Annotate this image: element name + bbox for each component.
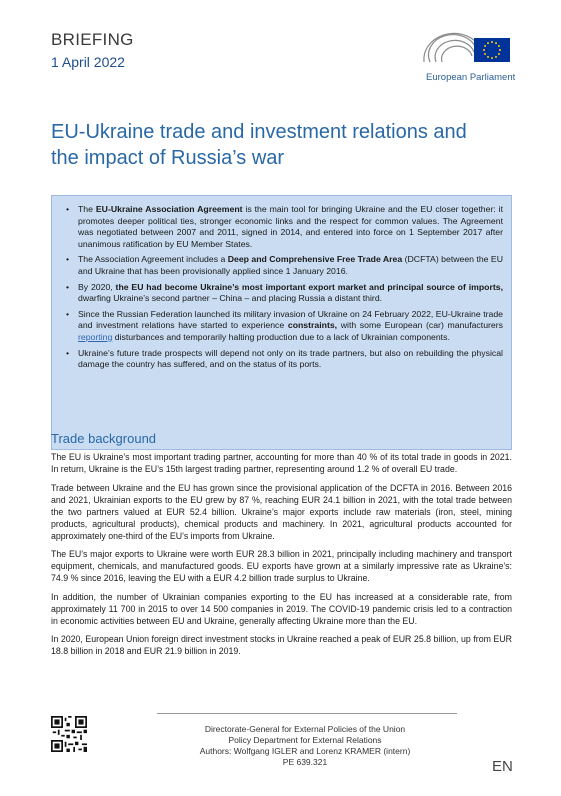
summary-item	[66, 309, 503, 344]
paragraph: Trade between Ukraine and the EU has grown since the provisional application of the DCFTA in 2016. Between 2016 and 2021, Ukrainian exports to the EU grew by 87 %, reaching EUR 24.1 billion in 2021, with the total trade between the two partners valued at EUR 52.4 billion. Ukraine’s major exports include raw materials (iron, steel, mining products, agricultural products), chemical products and machinery. In 2021, agricultural products accounted for approximately one-third of the EU’s imports from Ukraine.	[51, 482, 512, 541]
star-icon	[484, 45, 486, 47]
summary-emphasis: Deep and Comprehensive Free Trade Area	[227, 254, 403, 265]
summary-list	[66, 204, 503, 371]
footer-credits	[155, 724, 455, 768]
page-title: EU-Ukraine trade and investment relations and the impact of Russia’s war	[51, 121, 467, 169]
paragraph: The EU is Ukraine’s most important trading partner, accounting for more than 40 % of its total trade in goods in 2021. In return, Ukraine is the EU’s 15th largest trading partner, representing around 1.2 % of overall EU trade.	[51, 452, 512, 474]
star-icon	[498, 53, 500, 55]
summary-text: The	[78, 204, 96, 214]
footer-reference: PE 639.321	[282, 757, 328, 767]
star-icon	[495, 56, 497, 58]
star-icon	[495, 42, 497, 44]
summary-text: dwarfing Ukraine’s second partner – China – and placing Russia a distant third.	[78, 293, 383, 304]
section-heading: Trade background	[51, 431, 157, 446]
language-code: EN	[492, 758, 513, 775]
doc-type-label: BRIEFING	[51, 30, 134, 49]
star-icon	[487, 56, 489, 58]
publication-date: 1 April 2022	[51, 54, 125, 70]
qr-code[interactable]	[51, 716, 87, 752]
summary-emphasis: EU-Ukraine Association Agreement	[95, 204, 243, 214]
summary-text: with some European (car) manufacturers	[337, 320, 503, 331]
summary-text: Ukraine’s future trade prospects will depend not only on its trade partners, but also on rebuilding the physical damage the country has suffered, and on the status of its ports.	[78, 347, 503, 370]
summary-text: disturbances and temporarily halting production due to a lack of Ukrainian components.	[112, 331, 450, 342]
summary-text: (DCFTA) between the EU and Ukraine that has been provisionally applied since 1 January 2016.	[78, 254, 503, 276]
summary-text: Since the Russian Federation launched its military invasion of Ukraine on 24 February 2022, EU-Ukraine trade and investment relations have started to experience	[78, 308, 503, 331]
star-icon	[484, 53, 486, 55]
qr-code-icon	[51, 716, 87, 752]
star-icon	[483, 49, 485, 51]
summary-item	[66, 204, 503, 250]
star-icon	[491, 41, 493, 43]
footer-authors: Authors: Wolfgang IGLER and Lorenz KRAMER (intern)	[199, 746, 411, 756]
paragraph: In 2020, European Union foreign direct investment stocks in Ukraine reached a peak of EUR 25.8 billion, up from EUR 18.8 billion in 2018 and EUR 21.9 billion in 2019.	[51, 634, 512, 656]
summary-item	[66, 348, 503, 371]
star-icon	[491, 57, 493, 59]
footer-directorate: Directorate-General for External Policies of the Union	[204, 724, 406, 734]
summary-item	[66, 282, 503, 305]
footer-divider	[157, 713, 457, 714]
star-icon	[487, 42, 489, 44]
star-icon	[499, 49, 501, 51]
parliament-hemicycle-icon	[418, 28, 513, 70]
summary-item	[66, 254, 503, 277]
logo-text: European Parliament	[426, 72, 516, 83]
summary-box	[51, 195, 512, 450]
summary-text: The Association Agreement includes a	[78, 254, 228, 265]
summary-emphasis: constraints,	[287, 320, 338, 331]
summary-emphasis: the EU had become Ukraine’s most important export market and principal source of imports,	[115, 281, 503, 292]
star-icon	[498, 45, 500, 47]
reporting-link[interactable]: reporting	[78, 331, 113, 342]
summary-text: By 2020,	[78, 281, 116, 292]
body-text	[51, 451, 512, 664]
paragraph: In addition, the number of Ukrainian companies exporting to the EU has increased at a considerable rate, from approximately 11 700 in 2015 to over 14 500 companies in 2019. The COVID-19 pandemic crisis led to a contraction in economic activities between EU and Ukraine, generally affecting Ukraine more than the EU.	[51, 591, 512, 626]
summary-text: is the main tool for bringing Ukraine and the EU closer together: it promotes deeper political ties, stronger economic links and the respect for common values. The Agreement was negotiated between 2007 and 2011, signed in 2014, and entered into force on 1 September 2017 after unanimous ratification by EU Member States.	[78, 204, 504, 249]
footer-department: Policy Department for External Relations	[228, 735, 382, 745]
paragraph: The EU’s major exports to Ukraine were worth EUR 28.3 billion in 2021, principally including machinery and transport equipment, chemicals, and manufactured goods. EU exports have grown at a similarly impressive rate as Ukraine’s: 74.9 % since 2016, leaving the EU with a EUR 4.2 billion trade surplus to Ukraine.	[51, 549, 512, 583]
